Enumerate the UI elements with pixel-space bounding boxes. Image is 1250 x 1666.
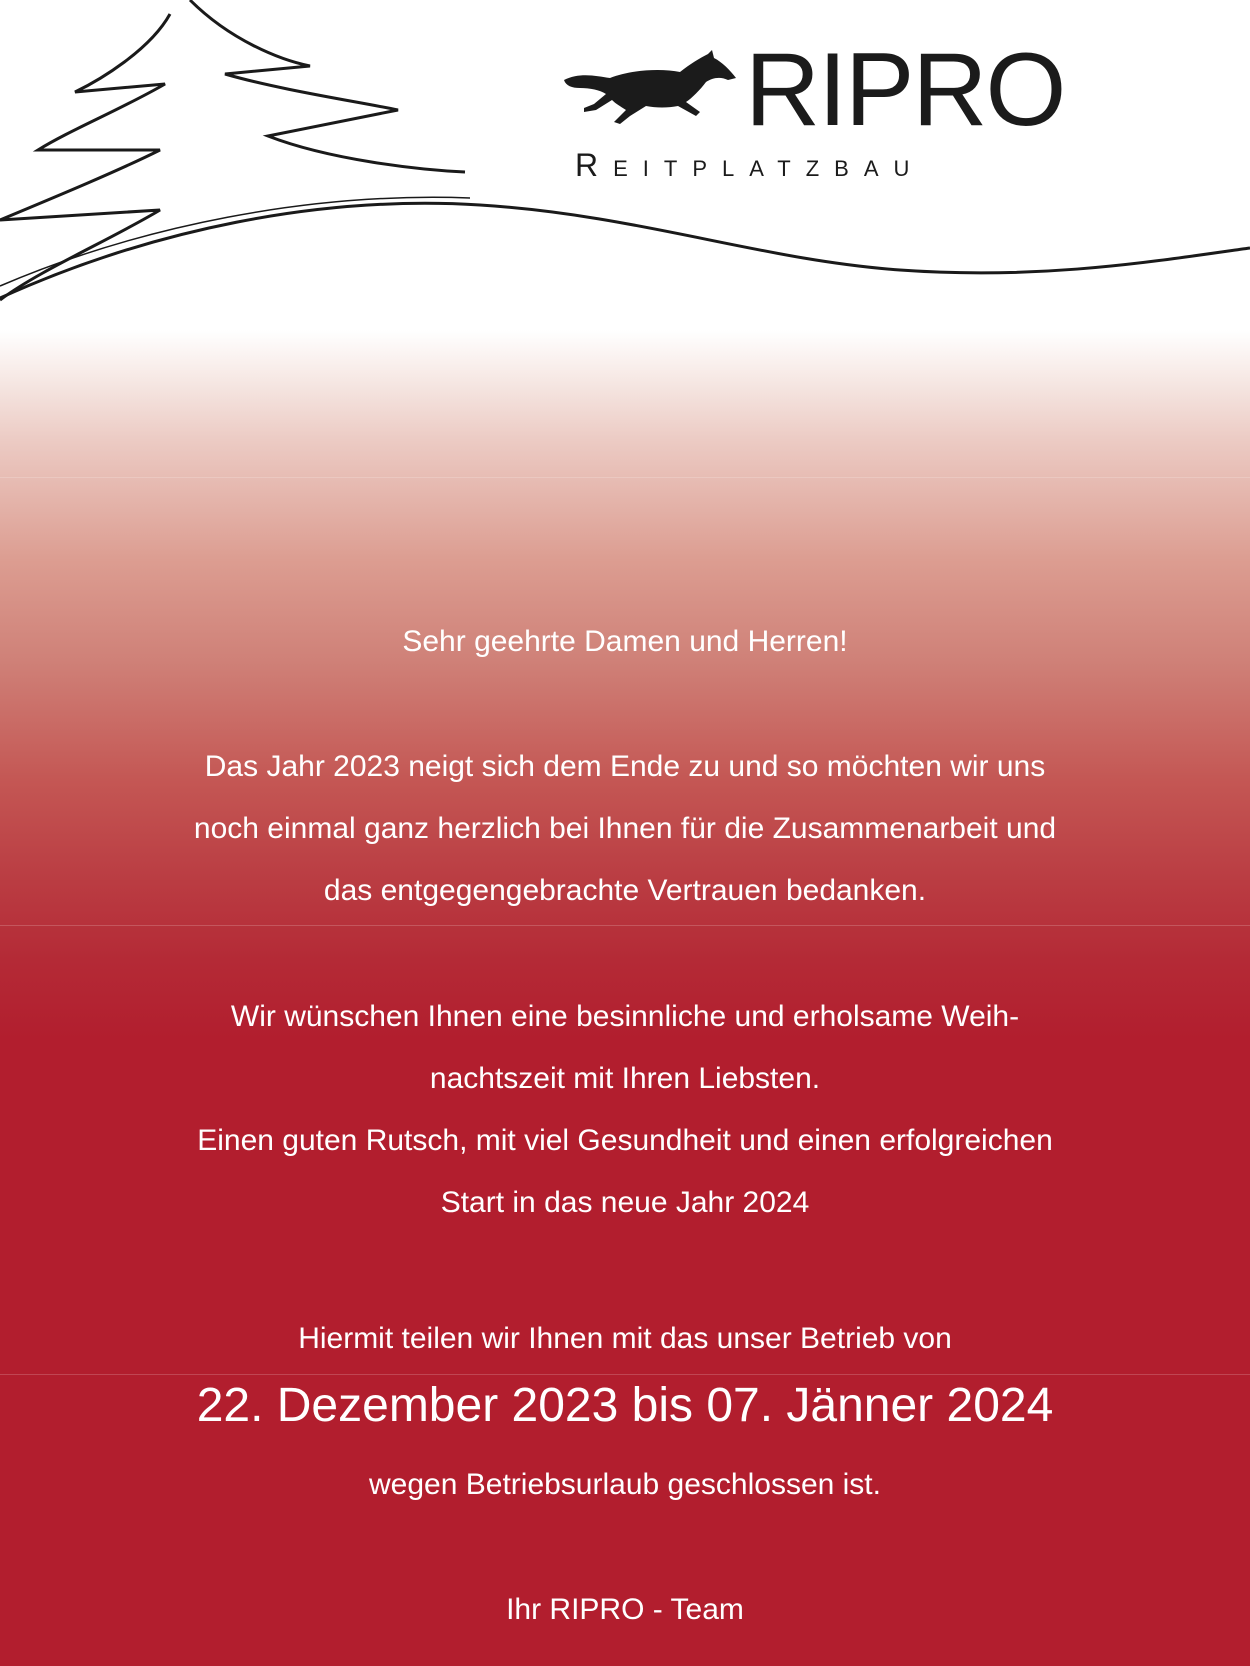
salutation: Sehr geehrte Damen und Herren!: [402, 625, 848, 658]
divider: [0, 477, 1250, 478]
paragraph-thanks: [0, 736, 1250, 922]
paragraph-line: nachtszeit mit Ihren Liebsten.: [429, 1062, 821, 1095]
signature-block: [0, 1579, 1250, 1641]
closure-dates-block: [0, 1375, 1250, 1437]
paragraph-line: Wir wünschen Ihnen eine besinnliche und erholsame Weih-: [230, 1000, 1020, 1033]
paragraph-line: Das Jahr 2023 neigt sich dem Ende zu und so möchten wir uns: [204, 750, 1046, 783]
paragraph-line: Einen guten Rutsch, mit viel Gesundheit und einen erfolgreichen: [197, 1124, 1053, 1157]
brand-subtitle: Reitplatzbau: [575, 147, 925, 183]
notice-outro: wegen Betriebsurlaub geschlossen ist.: [369, 1468, 881, 1501]
notice-intro: Hiermit teilen wir Ihnen mit das unser Betrieb von: [298, 1322, 952, 1355]
signature: Ihr RIPRO - Team: [506, 1593, 744, 1626]
paragraph-wishes: [0, 986, 1250, 1234]
galloping-horse-icon: [560, 50, 740, 130]
closure-notice: [0, 1308, 1250, 1370]
paragraph-line: Start in das neue Jahr 2024: [440, 1186, 810, 1219]
logo: [560, 32, 1170, 190]
paragraph-line: das entgegengebrachte Vertrauen bedanken.: [323, 874, 927, 907]
letter-body: [0, 611, 1250, 673]
closure-dates: 22. Dezember 2023 bis 07. Jänner 2024: [196, 1379, 1054, 1432]
header: [0, 0, 1250, 320]
paragraph-line: noch einmal ganz herzlich bei Ihnen für die Zusammenarbeit und: [193, 812, 1057, 845]
brand-wordmark: RIPRO: [745, 32, 1065, 148]
closure-outro-block: [0, 1454, 1250, 1516]
divider: [0, 925, 1250, 926]
